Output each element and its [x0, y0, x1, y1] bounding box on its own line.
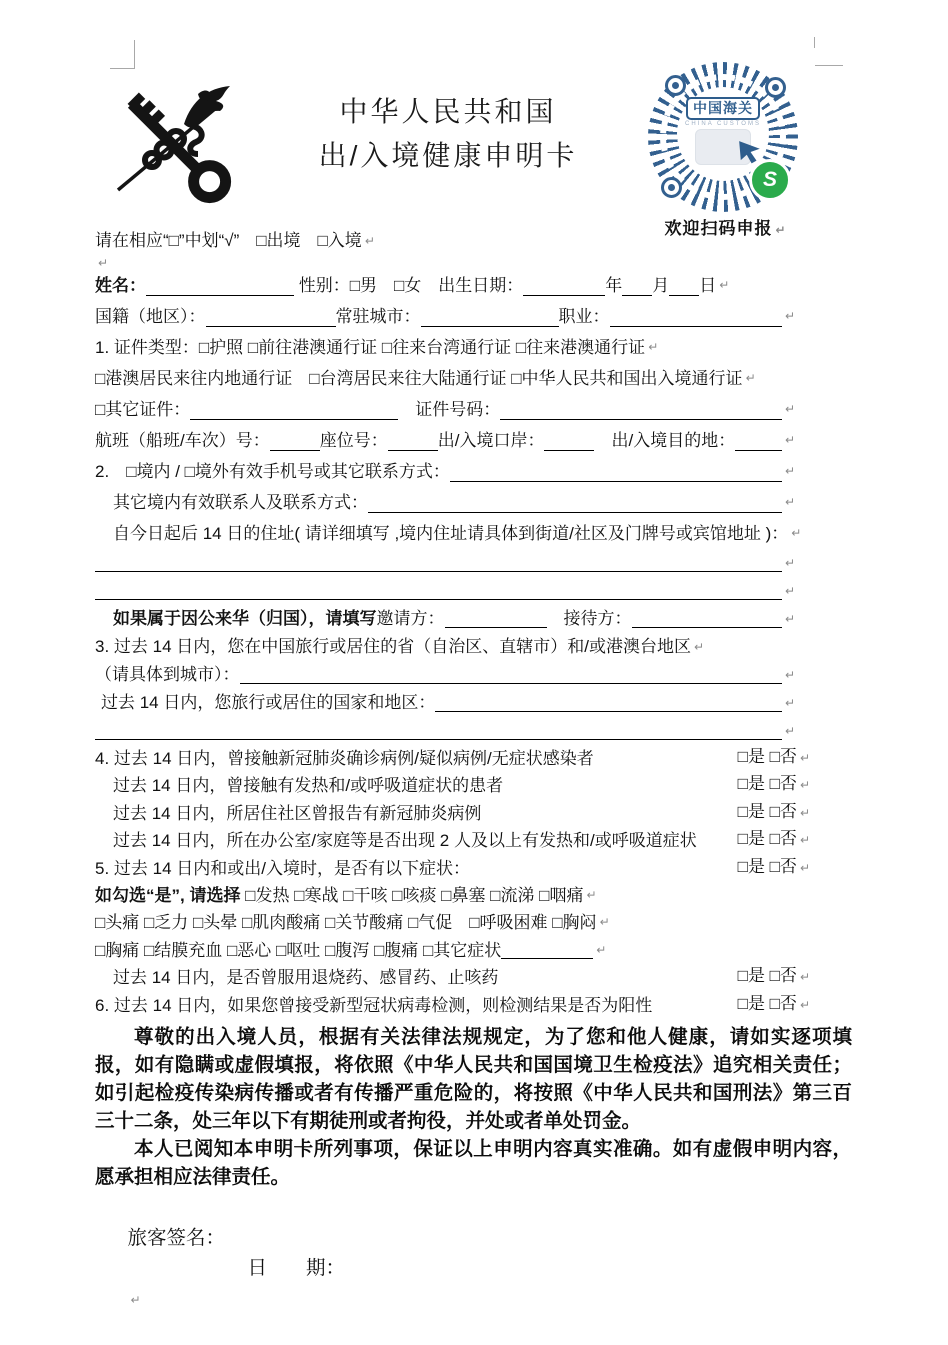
blank-field[interactable]	[669, 294, 699, 296]
yes-no-checkboxes[interactable]: □是 □否	[737, 747, 797, 766]
checkbox-option[interactable]: □男	[349, 276, 378, 295]
form-text: 证件号码：	[398, 400, 501, 419]
checkbox-option[interactable]: □出境	[239, 231, 301, 250]
form-text: 年	[605, 276, 623, 295]
checkbox-option[interactable]: □肌肉酸痛	[237, 913, 321, 933]
checkbox-option[interactable]: □中华人民共和国出入境通行证	[506, 369, 743, 388]
form-text: 性别：	[294, 276, 350, 295]
form-text: 姓名：	[95, 276, 146, 295]
paragraph-mark: ↵	[784, 495, 795, 509]
margin-crop-mark	[815, 65, 843, 66]
checkbox-option[interactable]: □干咳	[338, 886, 388, 906]
form-line	[95, 964, 810, 991]
blank-field[interactable]	[95, 570, 782, 572]
form-line	[95, 394, 795, 425]
form-line	[95, 772, 810, 799]
form-line	[95, 800, 810, 827]
paragraph-mark: ↵	[599, 915, 610, 930]
form-text: 3. 过去 14 日内，您在中国旅行或居住的省（自治区、直辖市）和/或港澳台地区	[95, 637, 691, 656]
form-line	[95, 425, 795, 456]
signature-row	[95, 1193, 795, 1345]
wechat-logo-badge	[749, 159, 791, 201]
form-line	[95, 661, 795, 689]
checkbox-option[interactable]: □其它证件：	[95, 400, 191, 419]
checkbox-option[interactable]: □头痛	[95, 913, 140, 933]
blank-field[interactable]	[500, 418, 782, 420]
form-line	[95, 937, 795, 964]
checkbox-option[interactable]: □呕吐	[271, 940, 321, 960]
form-line	[95, 827, 810, 854]
blank-field[interactable]	[435, 710, 782, 712]
form-text: 常驻城市：	[335, 307, 421, 326]
form-text: 过去 14 日内，是否曾服用退烧药、感冒药、止咳药	[113, 968, 499, 988]
blank-field[interactable]	[388, 449, 438, 451]
blank-field[interactable]	[95, 598, 782, 600]
margin-crop-mark	[110, 40, 135, 69]
blank-field[interactable]	[523, 294, 605, 296]
paragraph-mark: ↵	[784, 433, 795, 447]
wechat-miniprogram-qr-code	[648, 62, 798, 212]
paragraph-mark: ↵	[719, 278, 730, 292]
checkbox-option[interactable]: □结膜充血	[139, 940, 223, 960]
checkbox-option[interactable]: □护照	[198, 338, 244, 357]
form-text: 5. 过去 14 日内和或出/入境时，是否有以下症状：	[95, 858, 470, 878]
form-text: 出/入境口岸：	[437, 431, 545, 450]
checkbox-option[interactable]: □乏力	[139, 913, 189, 933]
legal-declaration	[95, 1023, 852, 1191]
paragraph-mark: ↵	[648, 340, 659, 354]
date-label: 日 期：	[247, 1257, 346, 1280]
paragraph-mark: ↵	[799, 778, 810, 793]
form-text: 4. 过去 14 日内，曾接触新冠肺炎确诊病例/疑似病例/无症状感染者	[95, 749, 594, 768]
paragraph-mark: ↵	[799, 751, 810, 765]
traveler-signature-label: 旅客签名：	[127, 1227, 226, 1250]
form-line	[95, 332, 795, 363]
yes-no-column	[738, 825, 810, 854]
paragraph-mark: ↵	[799, 833, 810, 848]
checkbox-option[interactable]: □台湾居民来往大陆通行证	[292, 369, 507, 388]
checkbox-option[interactable]: □胸闷	[547, 913, 597, 933]
paragraph-mark: ↵	[745, 371, 756, 385]
form-line	[95, 363, 795, 394]
checkbox-option[interactable]: □流涕	[485, 886, 535, 906]
form-text: 邀请方：	[376, 609, 445, 628]
checkbox-option[interactable]: □港澳居民来往内地通行证	[95, 369, 293, 388]
qr-eye-icon	[765, 77, 786, 98]
form-text: 日	[699, 276, 717, 295]
blank-field[interactable]	[450, 480, 782, 482]
blank-field[interactable]	[240, 682, 782, 684]
blank-field[interactable]	[544, 449, 594, 451]
qr-center-label: 中国海关	[686, 97, 760, 120]
form-line	[95, 605, 795, 633]
form-text: 出生日期：	[421, 276, 524, 295]
form-text: 2.	[95, 462, 127, 481]
checkbox-option[interactable]: □鼻塞	[436, 886, 486, 906]
checkbox-option[interactable]: □寒战	[289, 886, 339, 906]
yes-no-checkboxes[interactable]: □是 □否	[737, 801, 797, 821]
paragraph-mark: ↵	[784, 612, 795, 626]
yes-no-checkboxes[interactable]: □是 □否	[737, 993, 797, 1013]
form-text: 过去 14 日内，所居住社区曾报告有新冠肺炎病例	[113, 803, 482, 823]
checkbox-option[interactable]: □往来台湾通行证	[377, 338, 512, 357]
paragraph-mark: ↵	[784, 668, 795, 682]
checkbox-option[interactable]: □入境	[300, 231, 362, 250]
form-line	[95, 577, 795, 605]
form-body	[95, 226, 852, 1345]
paragraph-mark: ↵	[799, 997, 810, 1012]
form-text: 月	[652, 276, 670, 295]
blank-field[interactable]	[421, 325, 559, 327]
checkbox-option[interactable]: □境外	[184, 462, 229, 481]
paragraph-mark: ↵	[784, 464, 795, 478]
yes-no-column	[738, 853, 810, 882]
checkbox-option[interactable]: □胸痛	[95, 940, 140, 960]
paragraph-mark: ↵	[784, 556, 795, 570]
checkbox-option[interactable]: □前往港澳通行证	[243, 338, 378, 357]
form-text: 国籍（地区）：	[95, 307, 206, 326]
margin-crop-mark	[814, 37, 815, 48]
paragraph-mark: ↵	[693, 640, 705, 654]
page-title-line1: 中华人民共和国	[339, 96, 557, 127]
blank-field[interactable]	[632, 626, 782, 628]
form-text: （请具体到城市）：	[95, 665, 240, 684]
form-text: 其它境内有效联系人及联系方式：	[113, 493, 368, 512]
form-line	[95, 256, 795, 270]
form-line	[95, 633, 795, 661]
paragraph-mark: ↵	[791, 526, 802, 540]
form-line	[95, 745, 810, 772]
checkbox-option[interactable]: □关节酸痛	[320, 913, 404, 933]
paragraph-mark: ↵	[784, 724, 795, 738]
paragraph-mark: ↵	[596, 942, 607, 957]
checkbox-option[interactable]: □往来港澳通行证	[511, 338, 646, 357]
checkbox-option[interactable]: □气促	[403, 913, 453, 933]
form-text: 过去 14 日内，曾接触有发热和/或呼吸道症状的患者	[113, 776, 504, 796]
form-text: 职业：	[558, 307, 610, 326]
declaration-paragraph-1: 尊敬的出入境人员，根据有关法律法规规定，为了您和他人健康，请如实逐项填报，如有隐瞒或虚假填报，将依照《中华人民共和国国境卫生检疫法》追究相关责任；如引起检疫传染病传播或者有传播严重危险的，将按照《中华人民共和国刑法》第三百三十二条，处三年以下有期徒刑或者拘役，并处或者单处罚金。	[95, 1026, 852, 1133]
checkbox-option[interactable]: □发热	[245, 886, 290, 906]
paragraph-mark: ↵	[775, 223, 787, 237]
blank-field[interactable]	[622, 294, 652, 296]
qr-eye-icon	[665, 75, 686, 96]
blank-field[interactable]	[206, 325, 336, 327]
paragraph-mark: ↵	[784, 402, 795, 416]
qr-caption: 欢迎扫码申报 ↵	[664, 219, 787, 238]
yes-no-column	[738, 962, 810, 991]
paragraph-mark: ↵	[586, 888, 597, 903]
form-line	[95, 992, 810, 1019]
checkbox-option[interactable]: □头晕	[188, 913, 238, 933]
checkbox-option[interactable]: □腹痛	[369, 940, 419, 960]
form-line	[95, 456, 795, 487]
form-line	[95, 882, 795, 909]
paragraph-mark: ↵	[799, 860, 810, 875]
form-lines	[95, 226, 810, 1019]
checkbox-option[interactable]: □恶心	[222, 940, 272, 960]
checkbox-option[interactable]: □其它症状	[418, 940, 502, 960]
blank-field[interactable]	[368, 511, 782, 513]
form-text: 有效手机号或其它联系方式：	[228, 462, 450, 481]
blank-field[interactable]	[445, 626, 547, 628]
form-text: 自今日起后 14 日的住址( 请详细填写 ,境内住址请具体到街道/社区及门牌号或宾馆地址 )：	[113, 524, 789, 543]
form-line	[95, 909, 795, 936]
blank-field[interactable]	[501, 957, 593, 959]
checkbox-option[interactable]: □女	[377, 276, 422, 295]
form-text: 座位号：	[319, 431, 388, 450]
form-line	[95, 717, 795, 745]
form-text: 请在相应“□”中划“√”	[95, 231, 240, 250]
declaration-paragraph-2: 本人已阅知本申明卡所列事项，保证以上申明内容真实准确。如有虚假申明内容，愿承担相应法律责任。	[95, 1138, 852, 1189]
form-line	[95, 855, 810, 882]
form-line	[95, 549, 795, 577]
yes-no-checkboxes[interactable]: □是 □否	[737, 966, 797, 986]
checkbox-option[interactable]: □呼吸困难	[452, 913, 548, 933]
form-line	[95, 226, 795, 256]
paragraph-mark: ↵	[799, 805, 810, 820]
page-title-line2: 出/入境健康申明卡	[318, 140, 578, 171]
form-text: 过去 14 日内，您旅行或居住的国家和地区：	[101, 693, 436, 712]
paragraph-mark: ↵	[130, 1293, 141, 1308]
blank-field[interactable]	[95, 738, 782, 740]
form-text: 6. 过去 14 日内，如果您曾接受新型冠状病毒检测，则检测结果是否为阳性	[95, 995, 653, 1015]
yes-no-checkboxes[interactable]: □是 □否	[737, 829, 797, 849]
qr-center-subtext: CHINA CUSTOMS	[685, 121, 761, 127]
form-text: 如勾选“是”, 请选择	[95, 886, 246, 906]
form-text: 出/入境目的地：	[594, 431, 736, 450]
form-text: 过去 14 日内，所在办公室/家庭等是否出现 2 人及以上有发热和/或呼吸道症状	[113, 831, 697, 851]
form-line	[95, 270, 795, 301]
checkbox-option[interactable]: □境内	[126, 462, 171, 481]
paragraph-mark: ↵	[784, 584, 795, 598]
checkbox-option[interactable]: □咳痰	[387, 886, 437, 906]
blank-field[interactable]	[735, 449, 782, 451]
checkbox-option[interactable]: □咽痛	[534, 886, 584, 906]
form-text: 1. 证件类型：	[95, 338, 199, 357]
china-customs-emblem-icon	[106, 80, 236, 202]
form-text: 如果属于因公来华（归国），请填写	[113, 609, 377, 628]
blank-field[interactable]	[270, 449, 320, 451]
form-line	[95, 487, 795, 518]
form-text: 接待方：	[546, 609, 632, 628]
yes-no-column	[738, 770, 810, 799]
paragraph-mark: ↵	[784, 309, 795, 323]
blank-field[interactable]	[146, 294, 294, 296]
checkbox-option[interactable]: □腹泻	[320, 940, 370, 960]
paragraph-mark: ↵	[364, 234, 375, 248]
form-line	[95, 518, 802, 549]
blank-field[interactable]	[190, 418, 398, 420]
paragraph-mark: ↵	[784, 696, 795, 710]
form-line	[95, 689, 795, 717]
yes-no-column	[738, 798, 810, 827]
blank-field[interactable]	[610, 325, 782, 327]
yes-no-checkboxes[interactable]: □是 □否	[737, 774, 797, 794]
paragraph-mark: ↵	[799, 970, 810, 985]
qr-eye-icon	[661, 177, 682, 198]
form-line	[95, 301, 795, 332]
yes-no-column	[738, 743, 810, 772]
form-text: /	[170, 462, 185, 481]
form-text: 航班（船班/车次）号：	[95, 431, 270, 450]
yes-no-checkboxes[interactable]: □是 □否	[737, 856, 797, 876]
yes-no-column	[738, 990, 810, 1019]
paragraph-mark: ↵	[98, 256, 109, 270]
